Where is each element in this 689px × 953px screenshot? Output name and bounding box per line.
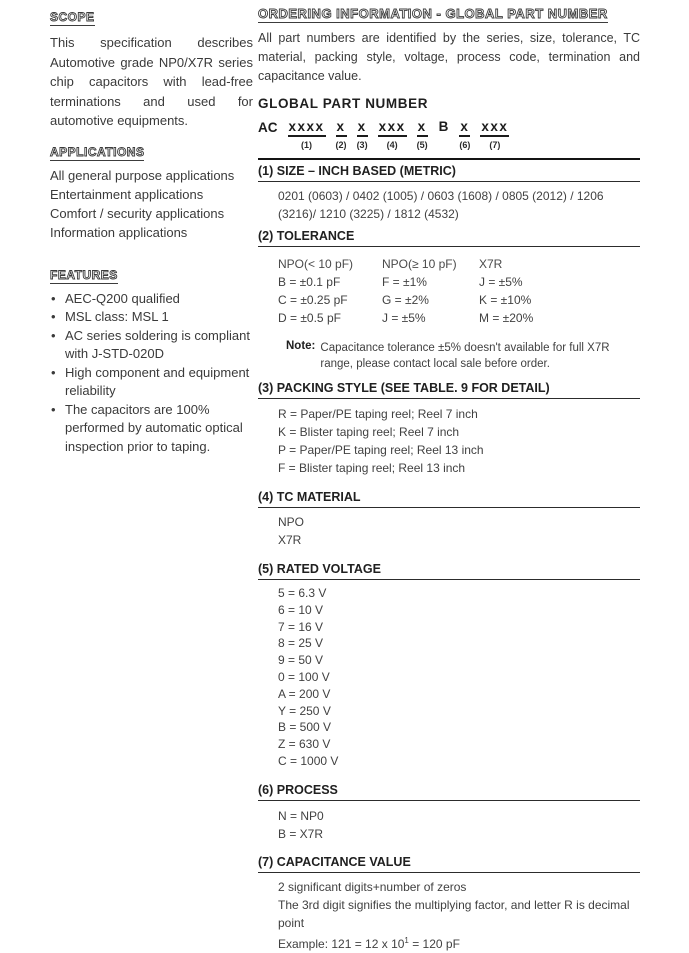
part-number-segment-4 xyxy=(378,120,407,150)
rated-voltage-section xyxy=(258,562,640,770)
capacitance-example xyxy=(278,932,640,953)
tolerance-column-npo-ge10 xyxy=(382,255,479,327)
voltage-option: 5 = 6.3 V xyxy=(278,586,327,600)
packing-style-title: (3) PACKING STYLE (SEE TABLE. 9 FOR DETAIL) xyxy=(258,381,640,399)
part-number-format xyxy=(258,120,640,150)
segment-placeholder: x xyxy=(459,120,470,137)
tolerance-cell: B = ±0.1 pF xyxy=(278,275,341,289)
features-title: FEATURES xyxy=(50,267,118,282)
application-item: All general purpose applications xyxy=(50,167,235,183)
size-values: 0201 (0603) / 0402 (1005) / 0603 (1608) / 0805 (2012) / 1206 (3216)/ 1210 (3225) / 1812 (4532) xyxy=(278,189,604,221)
note-text: Capacitance tolerance ±5% doesn't available for full X7R range, please contact local sale before order. xyxy=(320,342,610,370)
tolerance-note xyxy=(278,340,640,372)
packing-option: F = Blister taping reel; Reel 13 inch xyxy=(278,461,466,475)
capacitance-value-title: (7) CAPACITANCE VALUE xyxy=(258,855,640,873)
tc-material-section xyxy=(258,490,640,549)
voltage-option: 6 = 10 V xyxy=(278,602,324,617)
part-number-segment-5 xyxy=(417,120,428,150)
segment-placeholder: x xyxy=(357,120,368,137)
size-section-body xyxy=(258,187,640,223)
tc-material-option: X7R xyxy=(278,533,302,547)
segment-number: (7) xyxy=(489,140,501,150)
voltage-option: 7 = 16 V xyxy=(278,619,324,634)
tolerance-cell: D = ±0.5 pF xyxy=(278,311,341,325)
voltage-option: 8 = 25 V xyxy=(278,636,324,651)
segment-placeholder: x xyxy=(336,120,347,137)
feature-item: • AC series soldering is compliant with J-STD-020D xyxy=(50,327,253,364)
tolerance-section-body xyxy=(258,255,640,372)
tolerance-table xyxy=(278,255,640,327)
tolerance-column-header: X7R xyxy=(479,257,503,271)
tc-material-body xyxy=(258,513,640,549)
packing-option: P = Paper/PE taping reel; Reel 13 inch xyxy=(278,443,484,457)
tolerance-cell: M = ±20% xyxy=(479,311,534,325)
rated-voltage-title: (5) RATED VOLTAGE xyxy=(258,562,640,580)
application-item: Information applications xyxy=(50,224,188,240)
segment-number: (6) xyxy=(459,140,471,150)
scope-section xyxy=(50,8,253,131)
part-number-segment-6 xyxy=(459,120,470,150)
tolerance-cell: G = ±2% xyxy=(382,293,429,307)
feature-item: • High component and equipment reliability xyxy=(50,364,253,401)
process-option: N = NP0 xyxy=(278,808,324,823)
example-exponent: 1 xyxy=(404,935,409,945)
tolerance-cell: C = ±0.25 pF xyxy=(278,293,348,307)
part-number-prefix: AC xyxy=(258,120,278,135)
voltage-option: 9 = 50 V xyxy=(278,653,324,668)
rated-voltage-body xyxy=(258,585,640,770)
voltage-option: 0 = 100 V xyxy=(278,669,330,684)
size-section-title: (1) SIZE – INCH BASED (METRIC) xyxy=(258,164,640,182)
segment-number: (3) xyxy=(356,140,368,150)
right-column xyxy=(258,5,640,953)
segment-number: (1) xyxy=(301,140,313,150)
scope-title: SCOPE xyxy=(50,10,95,24)
size-section xyxy=(258,164,640,223)
capacitance-rule-2: The 3rd digit signifies the multiplying factor, and letter R is decimal point xyxy=(278,897,630,930)
application-item: Comfort / security applications xyxy=(50,205,225,221)
capacitance-value-body xyxy=(258,878,640,953)
voltage-option: Y = 250 V xyxy=(278,703,331,718)
segment-placeholder: x xyxy=(417,120,428,137)
tolerance-cell: J = ±5% xyxy=(479,275,523,289)
part-number-fixed-b xyxy=(438,120,450,135)
process-section xyxy=(258,783,640,843)
packing-option: R = Paper/PE taping reel; Reel 7 inch xyxy=(278,407,478,421)
part-number-segment-2 xyxy=(336,120,347,150)
tc-material-option: NPO xyxy=(278,515,305,529)
application-item: Entertainment applications xyxy=(50,186,204,202)
feature-item: • The capacitors are 100% performed by automatic optical inspection prior to taping. xyxy=(50,401,253,457)
process-option: B = X7R xyxy=(278,826,324,841)
tolerance-column-header: NPO(≥ 10 pF) xyxy=(382,257,457,271)
tc-material-title: (4) TC MATERIAL xyxy=(258,490,640,508)
tolerance-cell: J = ±5% xyxy=(382,311,426,325)
segment-fixed-letter: B xyxy=(438,119,449,134)
applications-section xyxy=(50,131,253,242)
process-title: (6) PROCESS xyxy=(258,783,640,801)
voltage-option: A = 200 V xyxy=(278,686,331,701)
tolerance-section xyxy=(258,229,640,372)
part-number-segment-7 xyxy=(480,120,509,150)
note-label: Note: xyxy=(286,340,316,352)
packing-style-body xyxy=(258,405,640,477)
feature-item: • AEC-Q200 qualified xyxy=(50,290,253,309)
segment-number: (2) xyxy=(335,140,347,150)
part-number-segment-1 xyxy=(288,120,326,150)
features-section xyxy=(50,242,253,457)
tolerance-column-npo-lt10 xyxy=(278,255,382,327)
segment-number: (4) xyxy=(386,140,398,150)
segment-placeholder: xxx xyxy=(378,120,407,137)
capacitance-rule-1: 2 significant digits+number of zeros xyxy=(278,879,467,894)
part-number-segment-3 xyxy=(357,120,368,150)
process-body xyxy=(258,807,640,843)
ordering-information-header: ORDERING INFORMATION - GLOBAL PART NUMBER xyxy=(258,6,608,21)
example-base: Example: 121 = 12 x 10 xyxy=(278,936,405,951)
scope-body: This specification describes Automotive grade NP0/X7R series chip capacitors with lead-free terminations and used for automotive equipments. xyxy=(50,35,253,128)
segment-placeholder: xxxx xyxy=(288,120,326,137)
example-tail: = 120 pF xyxy=(408,936,460,951)
tolerance-cell: F = ±1% xyxy=(382,275,427,289)
segment-number: (5) xyxy=(416,140,428,150)
applications-title: APPLICATIONS xyxy=(50,144,145,159)
feature-item: • MSL class: MSL 1 xyxy=(50,308,253,327)
left-column xyxy=(50,8,253,456)
packing-style-section xyxy=(258,381,640,477)
global-part-number-title: GLOBAL PART NUMBER xyxy=(258,96,429,111)
capacitance-value-section xyxy=(258,855,640,953)
ordering-intro-text: All part numbers are identified by the series, size, tolerance, TC material, packing style, voltage, process code, termination and capacitance value. xyxy=(258,31,640,83)
tolerance-column-x7r xyxy=(479,255,589,327)
features-list xyxy=(50,290,253,457)
segment-placeholder: xxx xyxy=(480,120,509,137)
voltage-option: B = 500 V xyxy=(278,720,332,735)
voltage-option: C = 1000 V xyxy=(278,753,339,768)
voltage-option: Z = 630 V xyxy=(278,737,331,752)
applications-list xyxy=(50,166,253,242)
part-number-divider xyxy=(258,158,640,160)
tolerance-section-title: (2) TOLERANCE xyxy=(258,229,640,247)
packing-option: K = Blister taping reel; Reel 7 inch xyxy=(278,425,460,439)
tolerance-cell: K = ±10% xyxy=(479,293,532,307)
tolerance-column-header: NPO(< 10 pF) xyxy=(278,257,354,271)
